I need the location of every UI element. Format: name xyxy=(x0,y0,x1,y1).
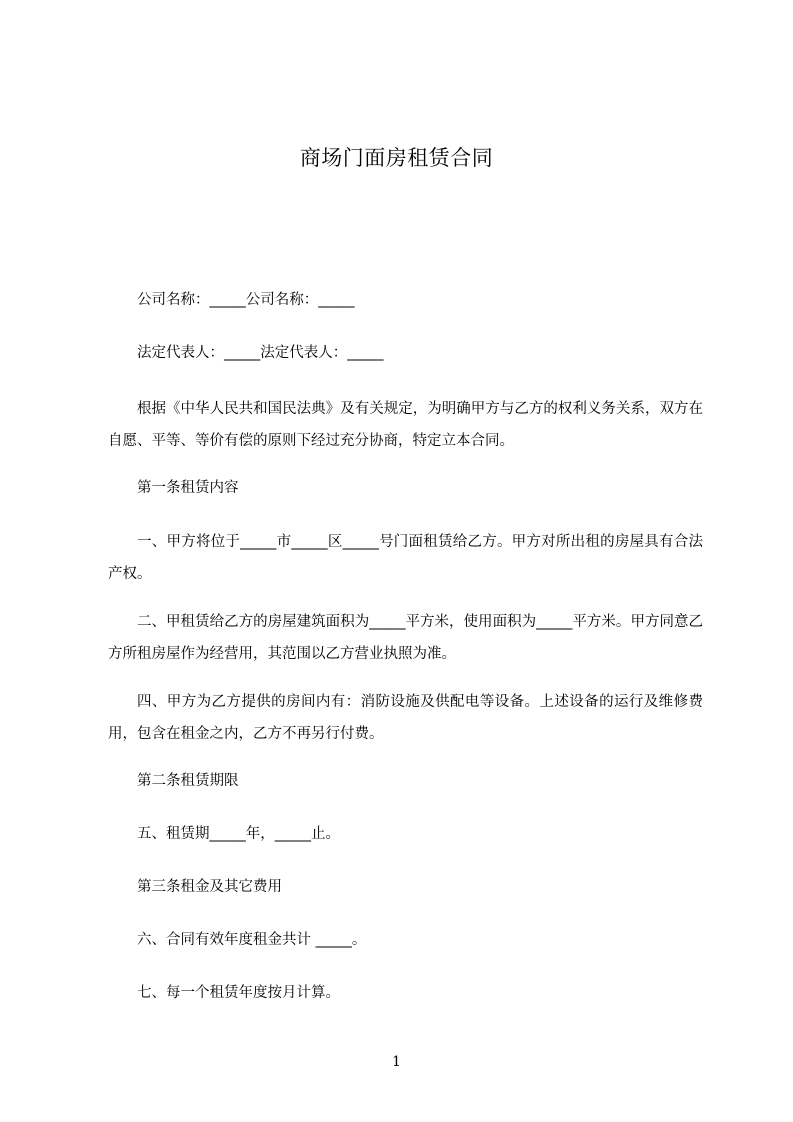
clause-7: 七、每一个租赁年度按月计算。 xyxy=(137,985,340,1001)
clause-4: 四、甲方为乙方提供的房间内有：消防设施及供配电等设备。上述设备的运行及维修费用，包含在租金之内，乙方不再另行付费。 xyxy=(108,694,703,742)
clause-2: 二、甲租赁给乙方的房屋建筑面积为_____平方米，使用面积为_____平方米。甲方同意乙方所租房屋作为经营用，其范围以乙方营业执照为准。 xyxy=(108,614,703,662)
article-2-heading: 第二条租赁期限 xyxy=(137,773,239,789)
clause-5: 五、租赁期_____年，_____止。 xyxy=(137,826,340,842)
company-name-line: 公司名称：_____公司名称：_____ xyxy=(137,292,355,308)
article-1-heading: 第一条租赁内容 xyxy=(137,480,239,496)
article-3-heading: 第三条租金及其它费用 xyxy=(137,879,282,895)
page-number: 1 xyxy=(392,1054,401,1070)
legal-representative-line: 法定代表人：_____法定代表人：_____ xyxy=(137,345,384,361)
clause-1: 一、甲方将位于_____市_____区_____号门面租赁给乙方。甲方对所出租的房屋具有合法产权。 xyxy=(108,534,703,582)
clause-6: 六、合同有效年度租金共计 _____。 xyxy=(137,932,367,948)
intro-paragraph: 根据《中华人民共和国民法典》及有关规定，为明确甲方与乙方的权利义务关系，双方在自愿、平等、等价有偿的原则下经过充分协商，特定立本合同。 xyxy=(108,401,703,449)
document-title: 商场门面房租赁合同 xyxy=(299,146,494,170)
